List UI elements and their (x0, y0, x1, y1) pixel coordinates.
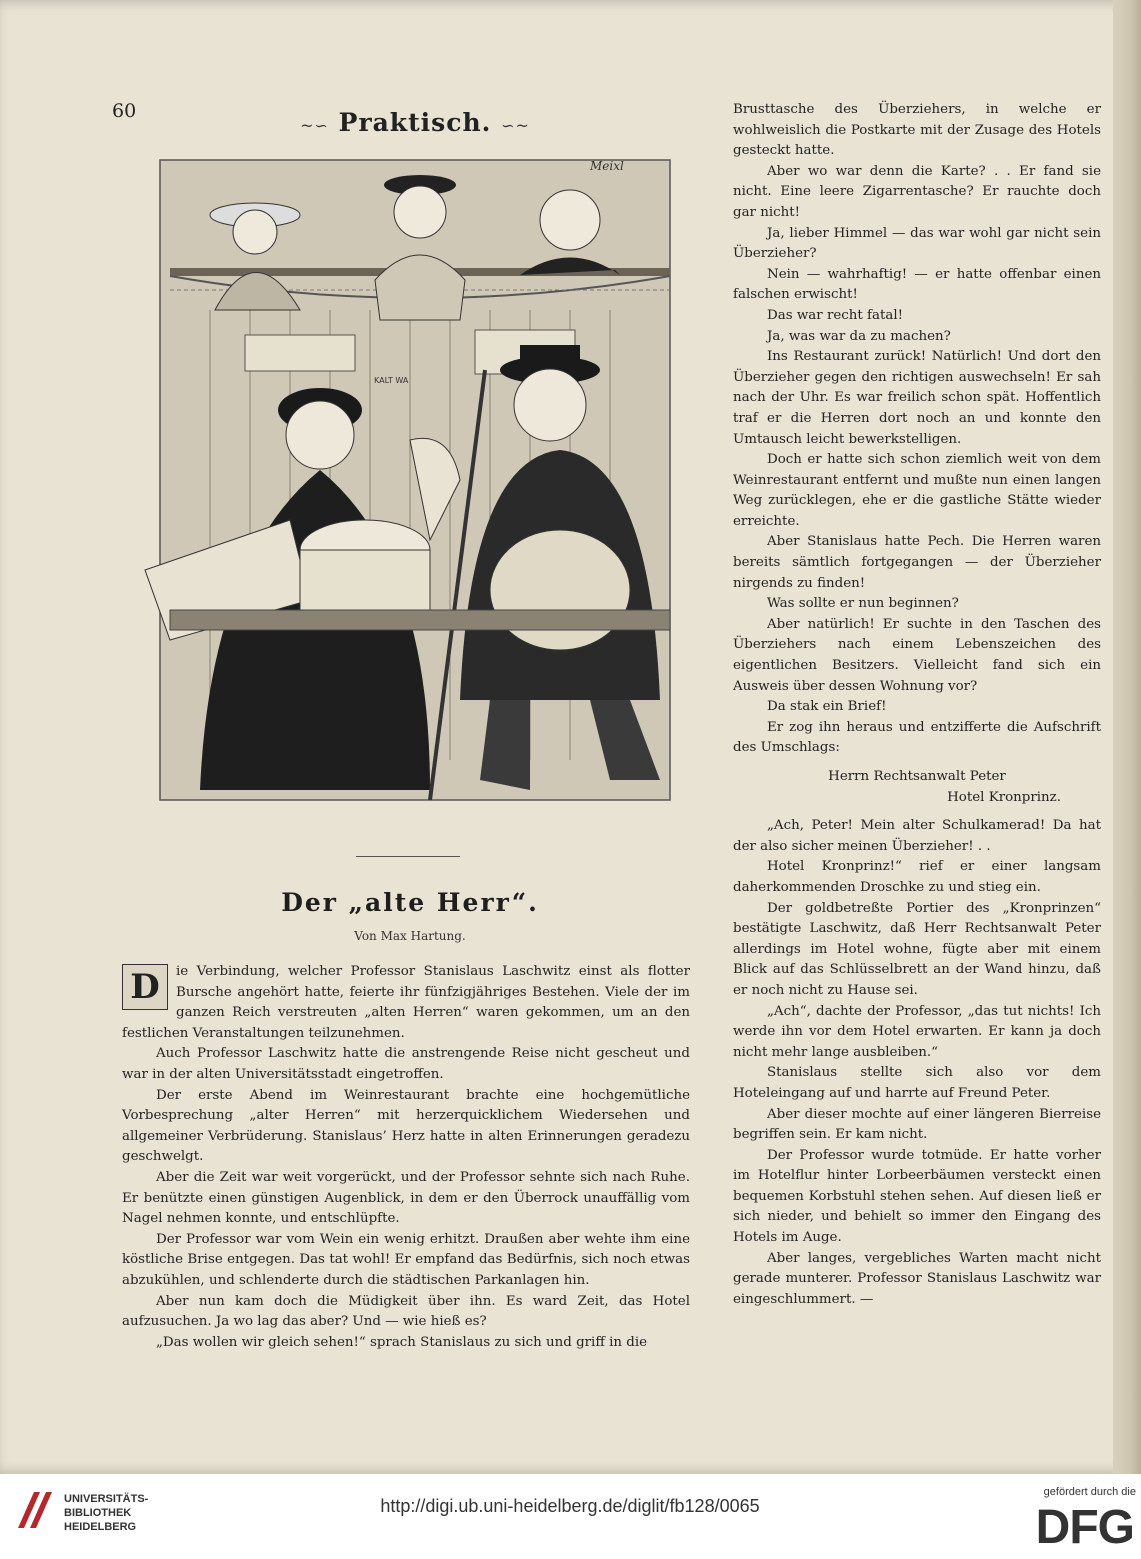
library-name-line3: HEIDELBERG (64, 1521, 137, 1533)
page-number: 60 (112, 100, 137, 122)
paragraph: Aber die Zeit war weit vorgerückt, und der Professor sehnte sich nach Ruhe. Er benützte einen günstigen Augenblick, in dem er den Überrock unauffällig vom Nagel nehmen konnte, und entschlüpfte. (122, 1169, 690, 1227)
paragraph: Aber langes, vergebliches Warten macht nicht gerade munterer. Professor Stanislaus Laschwitz war eingeschlummert. — (733, 1250, 1101, 1307)
paragraph: Der Professor war vom Wein ein wenig erhitzt. Draußen aber wehte ihm eine köstliche Brise entgegen. Das tat wohl! Er empfand das Bedürfnis, sich noch etwas abzukühlen, und schlenderte durch die städtischen Parkanlagen hin. (122, 1231, 690, 1288)
paragraph: Der goldbetreßte Portier des „Kronprinzen“ bestätigte Laschwitz, daß Herr Rechtsanwalt Peter allerdings im Hotel wohne, fügte aber mit einem Blick auf das Schlüsselbrett an der Wand hinzu, daß er noch nicht zu Hause sei. (733, 900, 1101, 998)
paragraph: Stanislaus stellte sich also vor dem Hoteleingang auf und harrte auf Freund Peter. (733, 1065, 1101, 1101)
library-logo-icon[interactable] (14, 1488, 58, 1532)
left-text-column (122, 962, 690, 1353)
paragraph: Das war recht fatal! (767, 307, 904, 323)
flourish-left: ~∽ (300, 116, 329, 135)
divider-rule (356, 856, 460, 857)
paragraph: Ins Restaurant zurück! Natürlich! Und dort den Überzieher gegen den richtigen auswechseln! Er sah nach der Uhr. Es war freilich schon spät. Hoffentlich traf er die Herren dort noch an und konnte den Umtausch leicht bewerkstelligen. (733, 349, 1101, 447)
paragraph: Ja, lieber Himmel — das war wohl gar nicht sein Überzieher? (733, 225, 1101, 262)
paragraph: Er zog ihn heraus und entzifferte die Aufschrift des Umschlags: (733, 719, 1101, 756)
illustration-signature: Meixl (590, 159, 624, 173)
page-url-link[interactable]: http://digi.ub.uni-heidelberg.de/diglit/fb128/0065 (380, 1496, 760, 1516)
paragraph: Aber natürlich! Er suchte in den Taschen des Überziehers nach einem Lebenszeichen des eigentlichen Besitzers. Vielleicht fand sich ein Ausweis über dessen Wohnung vor? (733, 616, 1101, 694)
paragraph: Aber dieser mochte auf einer längeren Bierreise begriffen sein. Er kam nicht. (733, 1106, 1101, 1143)
paragraph: Aber Stanislaus hatte Pech. Die Herren waren bereits sämtlich fortgegangen — der Überzieher nirgends zu finden! (733, 534, 1101, 591)
illustration-railway-compartment (130, 140, 690, 810)
right-text-column (733, 100, 1101, 1310)
paragraph: Doch er hatte sich schon ziemlich weit von dem Weinrestaurant entfernt und mußte nun einen langen Weg zurücklegen, ehe er die gastliche Stätte wieder erreichte. (733, 452, 1101, 529)
paragraph: Aber nun kam doch die Müdigkeit über ihn. Es ward Zeit, das Hotel aufzusuchen. Ja wo lag das aber? Und — wie hieß es? (122, 1293, 690, 1330)
paragraph: Nein — wahrhaftig! — er hatte offenbar einen falschen erwischt! (733, 266, 1101, 303)
drop-cap: D (122, 964, 168, 1010)
paragraph: Hotel Kronprinz!“ rief er einer langsam daherkommenden Droschke zu und stieg ein. (733, 859, 1101, 895)
article-byline: Von Max Hartung. (354, 929, 466, 943)
paragraph: Brusttasche des Überziehers, in welche er wohlweislich die Postkarte mit der Zusage des Hotels gesteckt hatte. (733, 102, 1101, 159)
paragraph: Der Professor wurde totmüde. Er hatte vorher im Hotelflur hinter Lorbeerbäumen versteckt einen bequemen Korbstuhl stehen sehen. Auf diesen ließ er sich nieder, und behielt so immer den Eingang des Hotels im Auge. (733, 1147, 1101, 1246)
paragraph (122, 962, 690, 1044)
section-title-text: Praktisch. (338, 108, 492, 137)
paragraph: „Ach“, dachte der Professor, „das tut nichts! Ich werde ihn vor dem Hotel erwarten. Er kann ja doch nicht mehr lange ausbleiben.“ (733, 1003, 1101, 1060)
paragraph: „Ach, Peter! Mein alter Schulkamerad! Da hat der also sicher meinen Überzieher! . . (733, 818, 1101, 854)
letter-address-line2: Hotel Kronprinz. (947, 789, 1061, 805)
dfg-logo[interactable]: DFG (1035, 1501, 1134, 1554)
letter-address-line1: Herrn Rechtsanwalt Peter (828, 769, 1006, 784)
section-title (280, 108, 550, 137)
paragraph: Auch Professor Laschwitz hatte die anstrengende Reise nicht gescheut und war in der alten Universitätsstadt eingetroffen. (122, 1046, 690, 1082)
library-name[interactable] (64, 1492, 148, 1534)
paragraph: „Das wollen wir gleich sehen!“ sprach Stanislaus zu sich und griff in die (156, 1334, 648, 1350)
flourish-right: ∽~ (501, 116, 530, 135)
library-name-line2: BIBLIOTHEK (64, 1507, 132, 1519)
illus-sign-text: KALT WA (374, 376, 409, 385)
paragraph: Der erste Abend im Weinrestaurant brachte eine hochgemütliche Vorbesprechung „alter Herren“ mit herzerquicklichem Wiedersehen und allgemeiner Verbrüderung. Stanislaus’ Herz hatte in alten Erinnerungen geradezu geschwelgt. (122, 1087, 690, 1165)
article-title: Der „alte Herr“. (281, 888, 539, 917)
page-edge (1113, 0, 1141, 1474)
paragraph: Aber wo war denn die Karte? . . Er fand sie nicht. Eine leere Zigarrentasche? Er rauchte doch gar nicht! (733, 163, 1101, 220)
sponsor-caption: gefördert durch die (1043, 1486, 1136, 1498)
paragraph: Da stak ein Brief! (767, 699, 887, 715)
paragraph: Was sollte er nun beginnen? (767, 596, 959, 612)
library-name-line1: UNIVERSITÄTS- (64, 1493, 149, 1505)
paragraph-text: ie Verbindung, welcher Professor Stanislaus Laschwitz einst als flotter Bursche angehört hatte, feierte ihr fünfzigjähriges Bestehen. Viele der im ganzen Reich verstreuten „alten Herren“ waren gekommen, um an den festlichen Veranstaltungen teilzunehmen. (122, 964, 690, 1041)
paragraph: Ja, was war da zu machen? (767, 328, 951, 344)
